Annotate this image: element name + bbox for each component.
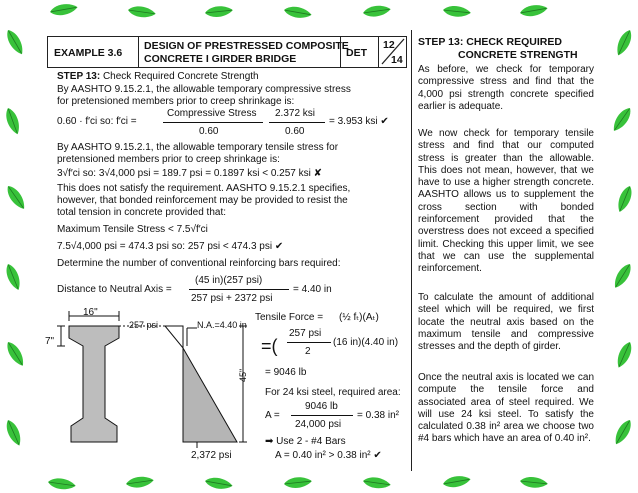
na-distance-result: = 4.40 in [293,284,332,295]
commentary-paragraph: As before, we check for temporary compressive stress and find that the 4,000 psi strength concrete specified earlier is adequate. [418,64,594,112]
leaf-icon [3,262,23,292]
area-result: = 0.38 in² [357,410,399,421]
example-label: EXAMPLE 3.6 [54,47,123,59]
leaf-icon [3,418,24,448]
eq1-numerator: Compressive Stress [167,108,257,119]
tensile-force-label: Tensile Force = [255,312,324,323]
leaf-icon [204,5,233,18]
document-page [43,30,600,471]
equation-tensile-check: 3√f′ci so: 3√4,000 psi = 189.7 psi = 0.1897 ksi < 0.257 ksi ✘ [57,168,322,179]
open-paren: =( [261,336,278,356]
na-distance-denominator: 257 psi + 2372 psi [191,293,273,304]
tf-rest: (16 in)(4.40 in) [333,337,399,348]
leaf-icon [4,183,29,212]
bar-selection: ➡ Use 2 - #4 Bars [265,436,346,447]
text-line: This does not satisfy the requirement. AASHTO 9.15.2.1 specifies, [57,183,351,194]
na-distance-numerator: (45 in)(257 psi) [195,275,263,286]
leaf-icon [519,3,548,18]
calc-sheet [43,30,412,471]
commentary-paragraph: To calculate the amount of additional steel which will be required, we first locate the neutral axis based on the maximum tensile and compressive stresses and the depth of girder. [418,292,594,353]
tensile-force-formula: (½ fₜ)(Aₜ) [339,312,379,323]
text-line: Determine the number of conventional reinforcing bars required: [57,258,341,269]
leaf-icon [613,28,634,58]
commentary-paragraph: Once the neutral axis is located we can compute the tensile force and associated area of steel required. We will use 24 ksi steel. To satisfy the calculated 0.38 in² area we choose two #4 bars which have an area of 0.40 in². [418,372,594,445]
leaf-icon [47,477,76,491]
leaf-icon [442,474,471,489]
equation-max-tensile: Maximum Tensile Stress < 7.5√f′ci [57,224,208,235]
eq1-result: = 3.953 ksi ✔ [329,116,389,127]
leaf-icon [615,184,635,214]
width-dimension: 16" [83,307,98,318]
leaf-icon [611,261,635,290]
text-line: for pretensioned members prior to creep shrinkage is: [57,96,295,107]
leaf-icon [3,27,26,56]
text-line: By AASHTO 9.15.2.1, the allowable temporary compressive stress [57,84,351,95]
area-label: A = [265,410,280,421]
compression-zone [165,326,183,348]
example-header [47,36,407,68]
leaf-icon [3,106,22,136]
tf-numerator: 257 psi [289,328,322,339]
leaf-icon [442,5,471,18]
leaf-icon [283,476,312,489]
girder-section [69,326,119,442]
text-line: however, that bonded reinforcement may be provided to resist the [57,195,348,206]
leaf-icon [125,475,154,489]
bottom-stress-label: 2,372 psi [191,450,232,461]
text-line: pretensioned members prior to creep shrinkage is: [57,154,280,165]
det-label: DET [346,47,367,59]
header-title-1: DESIGN OF PRESTRESSED COMPOSITE [144,40,349,52]
final-area-check: A = 0.40 in² > 0.38 in² ✔ [275,450,382,461]
top-stress-label: 257 psi [129,320,159,330]
tension-zone [183,348,237,442]
leaf-icon [283,5,312,20]
area-numerator: 9046 lb [305,401,338,412]
step-label: STEP 13: [57,71,101,82]
text-line: total tension in concrete provided that: [57,207,226,218]
leaf-icon [610,105,635,134]
equation-fci-left: 0.60 · f′ci so: f′ci = [57,116,137,127]
header-title-2: CONCRETE I GIRDER BRIDGE [144,53,297,65]
depth-dimension: 45" [238,368,248,382]
leaf-icon [127,5,156,19]
eq1-denominator-value: 0.60 [285,126,305,137]
page-number: 12 [383,39,395,51]
tf-denominator: 2 [305,346,311,357]
step-title: Check Required Concrete Strength [102,71,259,82]
leaf-icon [611,417,634,446]
leaf-icon [614,340,635,370]
eq1-denominator: 0.60 [199,126,219,137]
flange-dimension: 7" [45,336,55,347]
page-total: 14 [391,54,403,66]
commentary-column [418,30,598,471]
tf-result: = 9046 lb [265,367,307,378]
page-divider-slash [378,37,406,66]
steel-area-heading: For 24 ksi steel, required area: [265,387,401,398]
area-denominator: 24,000 psi [295,419,342,430]
leaf-icon [362,4,391,18]
text-line: By AASHTO 9.15.2.1, the allowable temporary tensile stress for [57,142,339,153]
leaf-icon [204,476,233,491]
leaf-icon [49,2,78,17]
eq1-numerator-value: 2.372 ksi [275,108,316,119]
commentary-title-1: STEP 13: CHECK REQUIRED [418,36,562,48]
equation-limit-check: 7.5√4,000 psi = 474.3 psi so: 257 psi < 474.3 psi ✔ [57,241,284,252]
leaf-icon [362,476,391,490]
commentary-paragraph: We now check for temporary tensile stress and find that our computed stress is greater than the allowable. This does not mean, however, that we have to use a higher strength concrete. AASHTO allows us to supplement the cross section with bonded reinforcement provided that the overstress does not exceed a specified limit. Checking this upper limit, we see that we can use the supplemental reinforcement. [418,128,594,275]
na-distance-label: Distance to Neutral Axis = [57,284,172,295]
commentary-title-2: CONCRETE STRENGTH [458,49,578,61]
neutral-axis-label: N.A.=4.40 in [197,320,247,330]
leaf-icon [4,339,28,368]
leaf-icon [519,476,548,489]
step-heading [57,71,259,83]
